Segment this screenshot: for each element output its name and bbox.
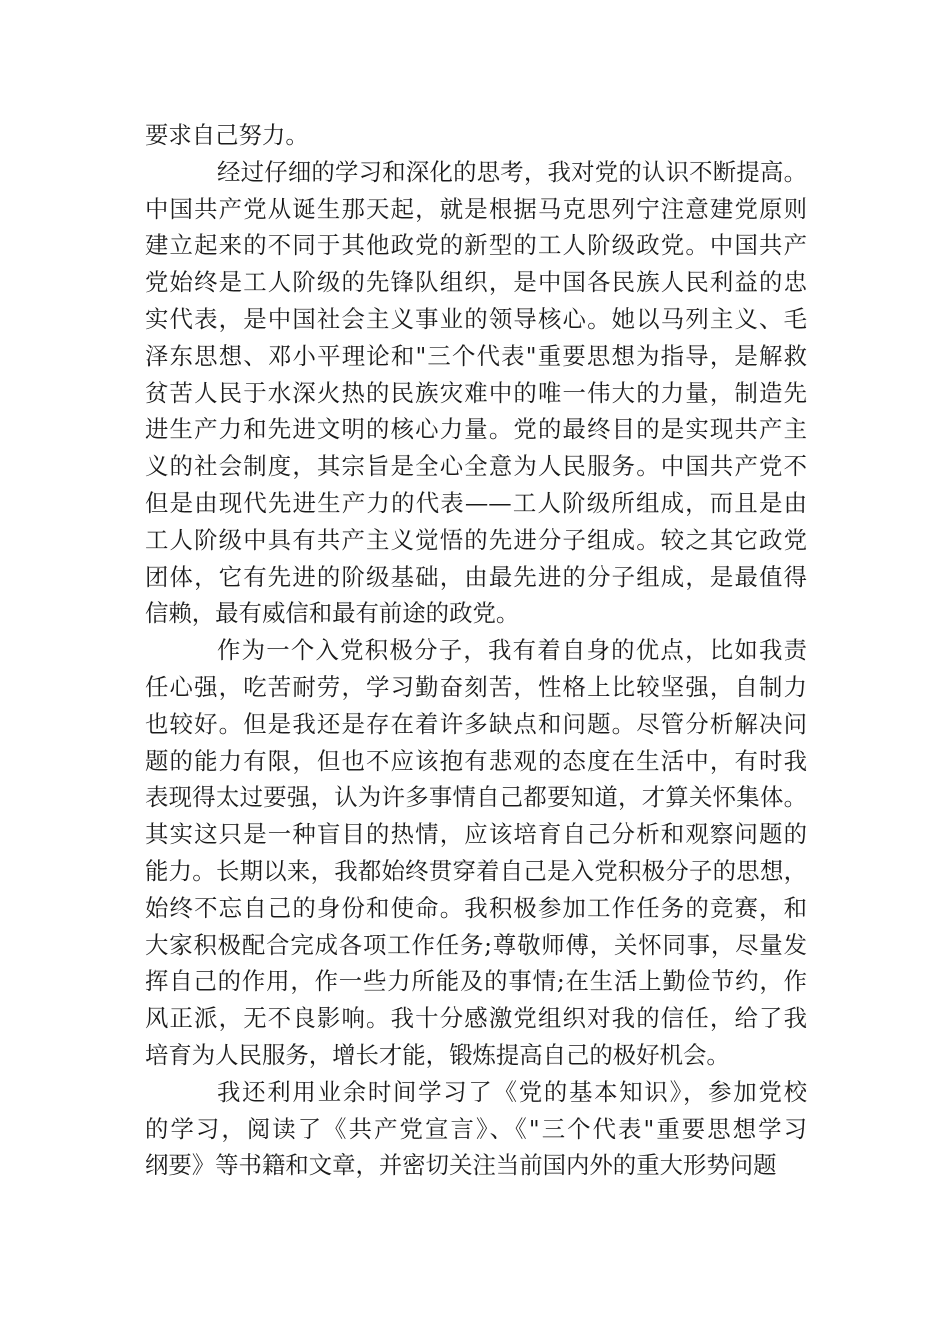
text-line: 挥自己的作用，作一些力所能及的事情;在生活上勤俭节约，作	[145, 967, 807, 996]
paragraph	[145, 154, 807, 632]
text-line: 的学习，阅读了《共产党宣言》、《"三个代表"重要思想学习	[145, 1114, 807, 1143]
text-line: 实代表，是中国社会主义事业的领导核心。她以马列主义、毛	[145, 304, 807, 333]
text-line: 其实这只是一种盲目的热情，应该培育自己分析和观察问题的	[145, 820, 807, 849]
text-line: 能力。长期以来，我都始终贯穿着自己是入党积极分子的思想，	[145, 856, 807, 885]
text-line: 作为一个入党积极分子，我有着自身的优点，比如我责	[217, 636, 807, 665]
text-line: 大家积极配合完成各项工作任务;尊敬师傅，关怀同事，尽量发	[145, 930, 807, 959]
text-line: 题的能力有限，但也不应该抱有悲观的态度在生活中，有时我	[145, 746, 807, 775]
text-line: 但是由现代先进生产力的代表——工人阶级所组成，而且是由	[145, 488, 807, 517]
text-line: 义的社会制度，其宗旨是全心全意为人民服务。中国共产党不	[145, 452, 807, 481]
paragraph	[145, 117, 807, 154]
text-line: 表现得太过要强，认为许多事情自己都要知道，才算关怀集体。	[145, 783, 807, 812]
text-line: 要求自己努力。	[145, 121, 309, 149]
text-line: 泽东思想、邓小平理论和"三个代表"重要思想为指导，是解救	[145, 341, 807, 370]
text-line: 工人阶级中具有共产主义觉悟的先进分子组成。较之其它政党	[145, 525, 807, 554]
text-line: 纲要》等书籍和文章，并密切关注当前国内外的重大形势问题	[145, 1151, 777, 1180]
paragraph	[145, 1074, 807, 1184]
text-line: 进生产力和先进文明的核心力量。党的最终目的是实现共产主	[145, 415, 807, 444]
text-line: 贫苦人民于水深火热的民族灾难中的唯一伟大的力量，制造先	[145, 378, 807, 407]
text-line: 信赖，最有威信和最有前途的政党。	[145, 599, 520, 628]
text-line: 我还利用业余时间学习了《党的基本知识》，参加党校	[217, 1077, 807, 1106]
text-line: 建立起来的不同于其他政党的新型的工人阶级政党。中国共产	[145, 231, 807, 260]
body-text	[145, 117, 807, 1184]
paragraph	[145, 632, 807, 1074]
text-line: 经过仔细的学习和深化的思考，我对党的认识不断提高。	[217, 157, 807, 186]
text-line: 培育为人民服务，增长才能，锻炼提高自己的极好机会。	[145, 1040, 730, 1069]
text-line: 也较好。但是我还是存在着许多缺点和问题。尽管分析解决问	[145, 709, 807, 738]
text-line: 风正派，无不良影响。我十分感激党组织对我的信任，给了我	[145, 1004, 807, 1033]
text-line: 团体，它有先进的阶级基础，由最先进的分子组成，是最值得	[145, 562, 807, 591]
text-line: 党始终是工人阶级的先锋队组织，是中国各民族人民利益的忠	[145, 268, 807, 297]
text-line: 任心强，吃苦耐劳，学习勤奋刻苦，性格上比较坚强，自制力	[145, 672, 807, 701]
text-line: 始终不忘自己的身份和使命。我积极参加工作任务的竞赛，和	[145, 893, 807, 922]
text-line: 中国共产党从诞生那天起，就是根据马克思列宁注意建党原则	[145, 194, 807, 223]
